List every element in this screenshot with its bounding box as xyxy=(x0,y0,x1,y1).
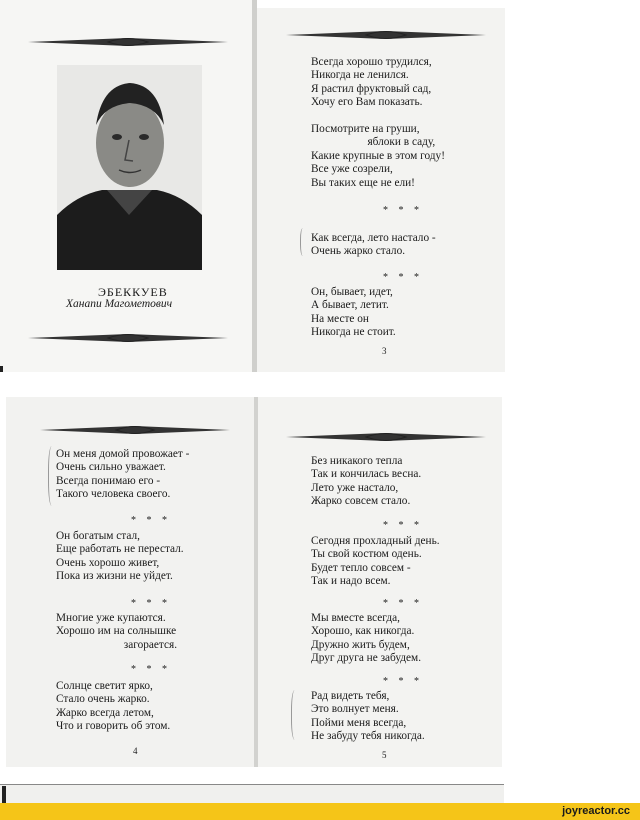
footer-bar xyxy=(0,803,640,820)
page-number: 3 xyxy=(382,346,387,356)
author-patronymic: Ханапи Магометович xyxy=(66,298,173,310)
stanza: Всегда хорошо трудился, Никогда не ленился. Я растил фруктовый сад, Хочу его Вам показать. xyxy=(311,56,432,109)
stanza-separator: * * * xyxy=(383,676,423,687)
stanza-separator: * * * xyxy=(383,598,423,609)
ornament-divider xyxy=(286,430,486,444)
ornament-divider xyxy=(40,423,230,437)
stanza: Рад видеть тебя, Это волнует меня. Пойми меня всегда, Не забуду тебя никогда. xyxy=(311,690,425,743)
stanza: Он, бывает, идет, А бывает, летит. На месте он Никогда не стоит. xyxy=(311,286,396,339)
stanza: Солнце светит ярко, Стало очень жарко. Жарко всегда летом, Что и говорить об этом. xyxy=(56,680,171,733)
stanza-separator: * * * xyxy=(383,520,423,531)
stanza-separator: * * * xyxy=(383,205,423,216)
scan-line xyxy=(0,784,504,785)
ornament-divider xyxy=(28,331,228,345)
pencil-mark xyxy=(48,446,57,506)
portrait-photo xyxy=(57,65,202,270)
author-name: ЭБЕККУЕВ xyxy=(98,285,168,299)
page-number: 4 xyxy=(133,746,138,756)
spine-divider xyxy=(252,0,257,372)
stanza: Многие уже купаются. Хорошо им на солнышке загорается. xyxy=(56,612,178,651)
page-number: 5 xyxy=(382,750,387,760)
pencil-mark xyxy=(291,690,300,740)
stanza-separator: * * * xyxy=(383,272,423,283)
stanza: Как всегда, лето настало - Очень жарко стало. xyxy=(311,232,436,258)
brand-link[interactable]: joyreactor.cc xyxy=(562,805,630,817)
spine-divider xyxy=(254,397,258,767)
stanza: Посмотрите на груши, яблоки в саду, Какие крупные в этом году! Все уже созрели, Вы таких еще не ели! xyxy=(311,123,445,189)
scan-mark xyxy=(2,786,6,803)
ornament-divider xyxy=(286,28,486,42)
stanza: Он меня домой провожает - Очень сильно уважает. Всегда понимаю его - Такого человека своего. xyxy=(56,448,190,501)
stanza-separator: * * * xyxy=(131,664,171,675)
pencil-mark xyxy=(300,228,307,256)
scan-mark xyxy=(0,366,3,372)
ornament-divider xyxy=(28,35,228,49)
stanza: Мы вместе всегда, Хорошо, как никогда. Дружно жить будем, Друг друга не забудем. xyxy=(311,612,422,665)
stanza: Он богатым стал, Еще работать не перестал. Очень хорошо живет, Пока из жизни не уйдет. xyxy=(56,530,184,583)
stanza: Без никакого тепла Так и кончилась весна. Лето уже настало, Жарко совсем стало. xyxy=(311,455,422,508)
stanza: Сегодня прохладный день. Ты свой костюм одень. Будет тепло совсем - Так и надо всем. xyxy=(311,535,440,588)
scan-edge xyxy=(0,784,504,803)
stanza-separator: * * * xyxy=(131,598,171,609)
stanza-separator: * * * xyxy=(131,515,171,526)
